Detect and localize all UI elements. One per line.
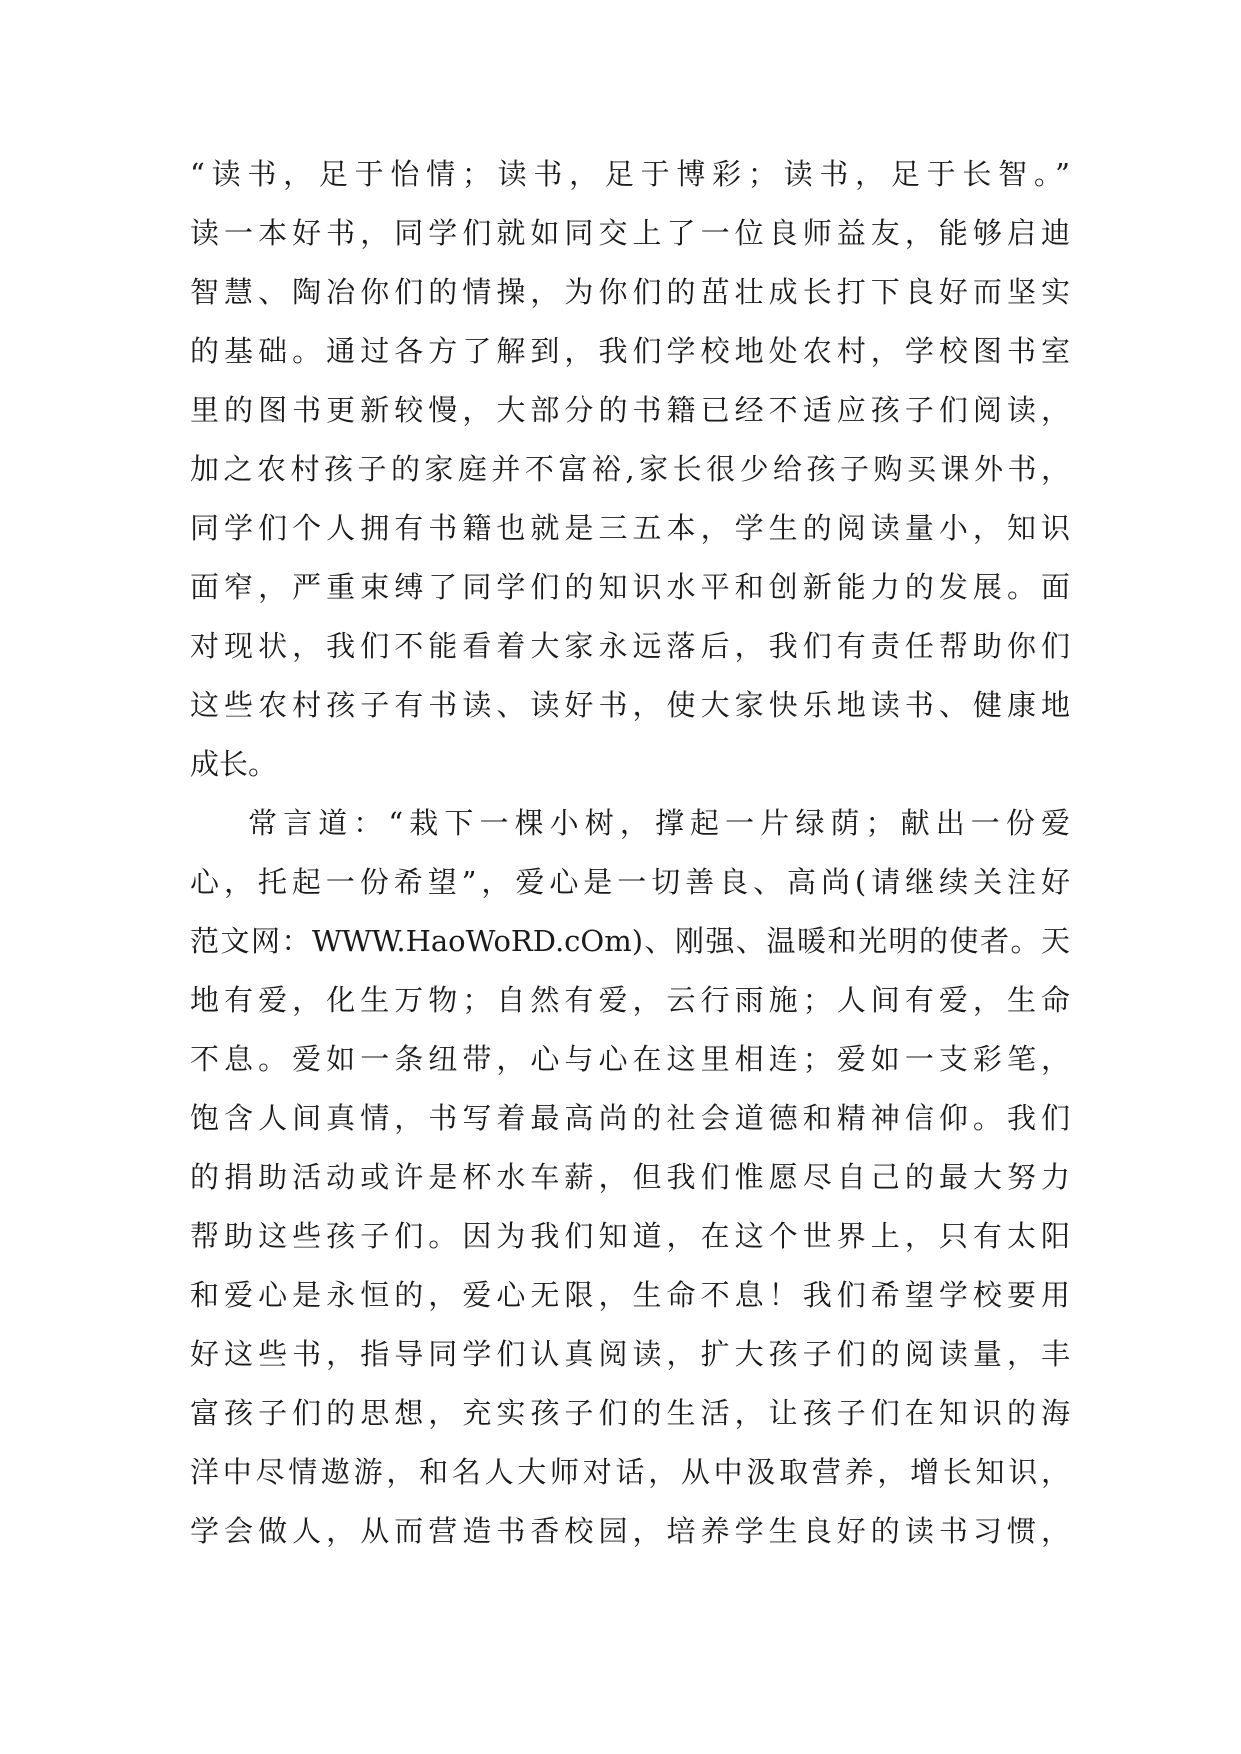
text-line: 对现状，我们不能看着大家永远落后，我们有责任帮助你们 <box>190 629 1070 663</box>
text-line: 帮助这些孩子们。因为我们知道，在这个世界上，只有太阳 <box>190 1219 1070 1253</box>
text-line: 地有爱，化生万物；自然有爱，云行雨施；人间有爱，生命 <box>190 983 1070 1017</box>
text-line: 常言道：“栽下一棵小树，撑起一片绿荫；献出一份爱 <box>248 806 1070 840</box>
text-line: 成长。 <box>190 747 278 781</box>
text-line: 学会做人，从而营造书香校园，培养学生良好的读书习惯， <box>190 1514 1070 1548</box>
text-line: 和爱心是永恒的，爱心无限，生命不息！我们希望学校要用 <box>190 1278 1070 1312</box>
text-line: 富孩子们的思想，充实孩子们的生活，让孩子们在知识的海 <box>190 1396 1070 1430</box>
text-line: 读一本好书，同学们就如同交上了一位良师益友，能够启迪 <box>190 216 1070 250</box>
text-line: 饱含人间真情，书写着最高尚的社会道德和精神信仰。我们 <box>190 1101 1070 1135</box>
text-line: “读书，足于怡情；读书，足于博彩；读书，足于长智。” <box>190 157 1070 191</box>
text-line: 加之农村孩子的家庭并不富裕,家长很少给孩子购买课外书， <box>190 452 1070 486</box>
text-line: 好这些书，指导同学们认真阅读，扩大孩子们的阅读量，丰 <box>190 1337 1070 1371</box>
text-line: 里的图书更新较慢，大部分的书籍已经不适应孩子们阅读， <box>190 393 1070 427</box>
text-line: 范文网：WWW.HaoWoRD.cOm)、刚强、温暖和光明的使者。天 <box>190 924 1070 958</box>
text-line: 智慧、陶冶你们的情操，为你们的茁壮成长打下良好而坚实 <box>190 275 1070 309</box>
text-line: 同学们个人拥有书籍也就是三五本，学生的阅读量小，知识 <box>190 511 1070 545</box>
text-line: 的捐助活动或许是杯水车薪，但我们惟愿尽自己的最大努力 <box>190 1160 1070 1194</box>
text-line: 面窄，严重束缚了同学们的知识水平和创新能力的发展。面 <box>190 570 1070 604</box>
text-line: 的基础。通过各方了解到，我们学校地处农村，学校图书室 <box>190 334 1070 368</box>
text-line: 洋中尽情遨游，和名人大师对话，从中汲取营养，增长知识， <box>190 1455 1070 1489</box>
text-line: 心，托起一份希望”，爱心是一切善良、高尚(请继续关注好 <box>190 865 1070 899</box>
paragraph-2 <box>190 794 1070 1561</box>
paragraph-1 <box>190 145 1070 794</box>
document-body <box>190 145 1070 1561</box>
text-line: 这些农村孩子有书读、读好书，使大家快乐地读书、健康地 <box>190 688 1070 722</box>
text-line: 不息。爱如一条纽带，心与心在这里相连；爱如一支彩笔， <box>190 1042 1070 1076</box>
